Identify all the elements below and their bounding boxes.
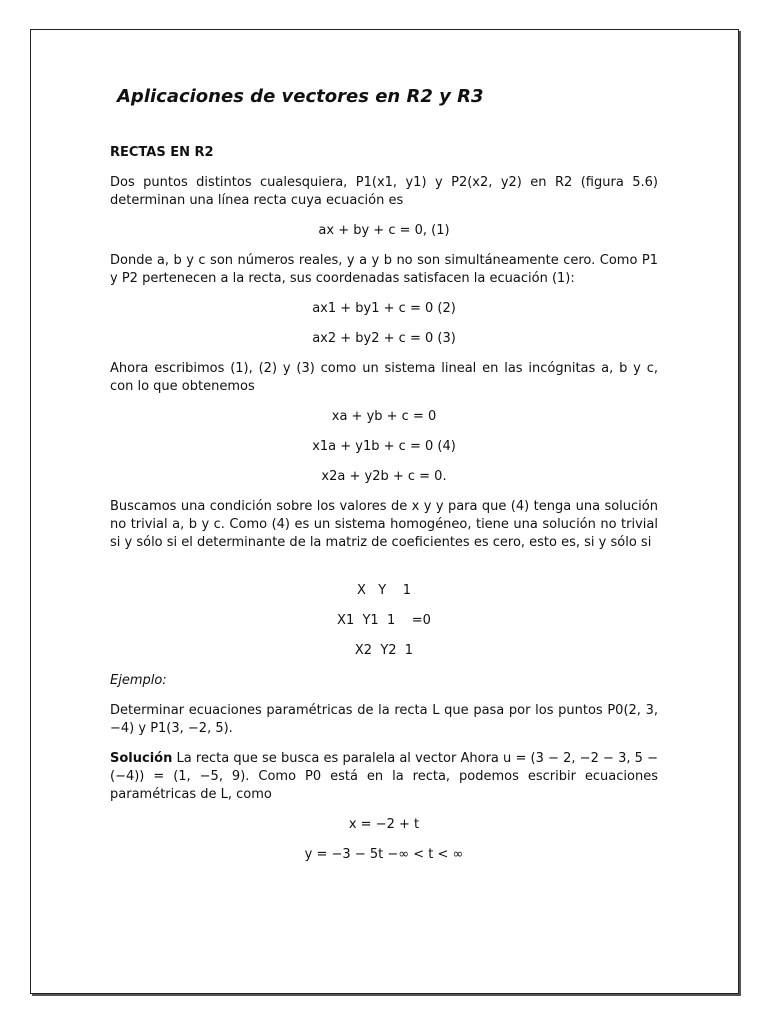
equation-4: xa + yb + c = 0 [331, 409, 437, 424]
equation-1: ax + by + c = 0, (1) [318, 223, 450, 238]
solution-text: La recta que se busca es paralela al vector Ahora u = (3 − 2, −2 − 3, 5 − (−4)) = (1, −5, 9). Como P0 está en la recta, podemos escribir ecuaciones paramétricas de L, como [110, 751, 658, 802]
paragraph-5: Determinar ecuaciones paramétricas de la recta L que pasa por los puntos P0(2, 3, −4) y P1(3, −2, 5). [110, 703, 658, 736]
paragraph-3: Ahora escribimos (1), (2) y (3) como un sistema lineal en las incógnitas a, b y c, con lo que obtenemos [110, 361, 658, 394]
matrix-row-3: X2 Y2 1 [354, 643, 414, 658]
document-title: Aplicaciones de vectores en R2 y R3 [117, 86, 484, 107]
equation-6: x2a + y2b + c = 0. [321, 469, 447, 484]
section-heading: RECTAS EN R2 [110, 145, 214, 160]
document-content [110, 86, 658, 864]
example-label: Ejemplo: [110, 673, 167, 688]
paragraph-4: Buscamos una condición sobre los valores de x y y para que (4) tenga una solución no trivial a, b y c. Como (4) es un sistema homogéneo, tiene una solución no trivial si y sólo si el determinante de la matriz de coeficientes es cero, esto es, si y sólo si [110, 499, 658, 550]
solution-label: Solución [110, 751, 173, 766]
equation-8: y = −3 − 5t −∞ < t < ∞ [304, 847, 464, 862]
matrix-row-1: X Y 1 [356, 583, 412, 598]
equation-5: x1a + y1b + c = 0 (4) [312, 439, 456, 454]
paragraph-1: Dos puntos distintos cualesquiera, P1(x1, y1) y P2(x2, y2) en R2 (figura 5.6) determinan una línea recta cuya ecuación es [110, 175, 658, 208]
equation-2: ax1 + by1 + c = 0 (2) [312, 301, 456, 316]
document-page [30, 29, 739, 994]
matrix-row-2: X1 Y1 1 =0 [337, 613, 431, 628]
paragraph-2: Donde a, b y c son números reales, y a y b no son simultáneamente cero. Como P1 y P2 pertenecen a la recta, sus coordenadas satisfacen la ecuación (1): [110, 253, 658, 286]
solution-paragraph [110, 750, 658, 804]
equation-3: ax2 + by2 + c = 0 (3) [312, 331, 456, 346]
equation-7: x = −2 + t [348, 817, 420, 832]
